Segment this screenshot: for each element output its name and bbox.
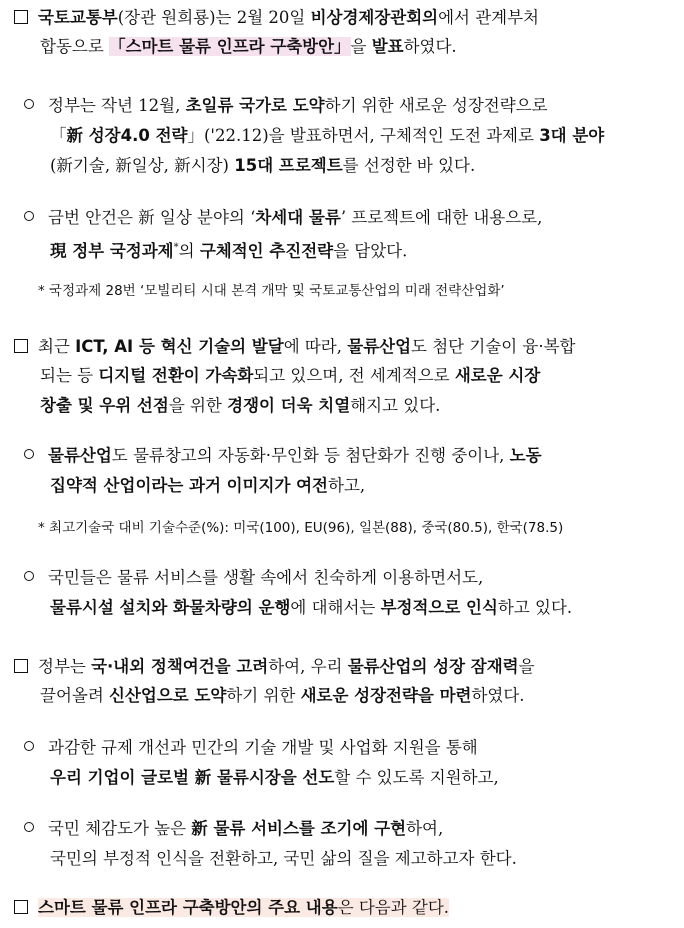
para2-sub2-line2: 물류시설 설치와 화물차량의 운행에 대해서는 부정적으로 인식하고 있다. — [50, 598, 573, 617]
para3-sub2-line2: 국민의 부정적 인식을 전환하고, 국민 삶의 질을 제고하고자 한다. — [50, 849, 517, 868]
para1-sub2-line2: 現 정부 국정과제*의 구체적인 추진전략을 담았다. — [50, 241, 408, 261]
square-bullet-icon — [14, 900, 28, 914]
circle-bullet-icon — [24, 571, 34, 581]
para1-sub2-line1: 금번 안건은 新 일상 분야의 ‘차세대 물류’ 프로젝트에 대한 내용으로, — [24, 206, 542, 230]
para2-sub1-line2: 집약적 산업이라는 과거 이미지가 여전하고, — [50, 476, 366, 495]
square-bullet-icon — [14, 10, 28, 24]
circle-bullet-icon — [24, 741, 34, 751]
circle-bullet-icon — [24, 99, 34, 109]
para2-sub1-line1: 물류산업도 물류창고의 자동화·무인화 등 첨단화가 진행 중이나, 노동 — [24, 444, 542, 468]
para1-sub1-line1: 정부는 작년 12월, 초일류 국가로 도약하기 위한 새로운 성장전략으로 — [24, 94, 548, 118]
para2-sub2-line1: 국민들은 물류 서비스를 생활 속에서 친숙하게 이용하면서도, — [24, 566, 483, 590]
circle-bullet-icon — [24, 449, 34, 459]
circle-bullet-icon — [24, 822, 34, 832]
para3-sub1-line2: 우리 기업이 글로벌 新 물류시장을 선도할 수 있도록 지원하고, — [50, 768, 499, 787]
footnote-1: * 국정과제 28번 ‘모빌리티 시대 본격 개막 및 국토교통산업의 미래 전략산업화’ — [38, 283, 505, 299]
para1-sub1-line3: (新기술, 新일상, 新시장) 15대 프로젝트를 선정한 바 있다. — [50, 156, 476, 175]
footnote-2: * 최고기술국 대비 기술수준(%): 미국(100), EU(96), 일본(88), 중국(80.5), 한국(78.5) — [38, 520, 564, 536]
para2-line3: 창출 및 우위 선점을 위한 경쟁이 더욱 치열해지고 있다. — [40, 396, 441, 415]
square-bullet-icon — [14, 659, 28, 673]
circle-bullet-icon — [24, 211, 34, 221]
para3-line1: 정부는 국·내외 정책여건을 고려하여, 우리 물류산업의 성장 잠재력을 — [14, 655, 535, 679]
para2-line2: 되는 등 디지털 전환이 가속화되고 있으며, 전 세계적으로 새로운 시장 — [40, 366, 541, 385]
para3-line2: 끌어올려 신산업으로 도약하기 위한 새로운 성장전략을 마련하였다. — [40, 686, 525, 705]
para2-line1: 최근 ICT, AI 등 혁신 기술의 발달에 따라, 물류산업도 첨단 기술이 융·복합 — [14, 335, 575, 359]
para3-sub1-line1: 과감한 규제 개선과 민간의 기술 개발 및 사업화 지원을 통해 — [24, 736, 478, 760]
square-bullet-icon — [14, 339, 28, 353]
para3-sub2-line1: 국민 체감도가 높은 新 물류 서비스를 조기에 구현하여, — [24, 817, 443, 841]
para4-line1: 스마트 물류 인프라 구축방안의 주요 내용은 다음과 같다. — [14, 896, 449, 920]
para1-line2: 합동으로 「스마트 물류 인프라 구축방안」을 발표하였다. — [40, 37, 457, 56]
para1-line1: 국토교통부(장관 원희룡)는 2월 20일 비상경제장관회의에서 관계부처 — [14, 6, 539, 30]
highlight-summary: 스마트 물류 인프라 구축방안의 주요 내용 — [38, 898, 338, 917]
highlight-title: 「스마트 물류 인프라 구축방안」 — [109, 37, 351, 56]
para1-sub1-line2: 「新 성장4.0 전략」('22.12)을 발표하면서, 구체적인 도전 과제로 3대 분야 — [50, 126, 605, 145]
